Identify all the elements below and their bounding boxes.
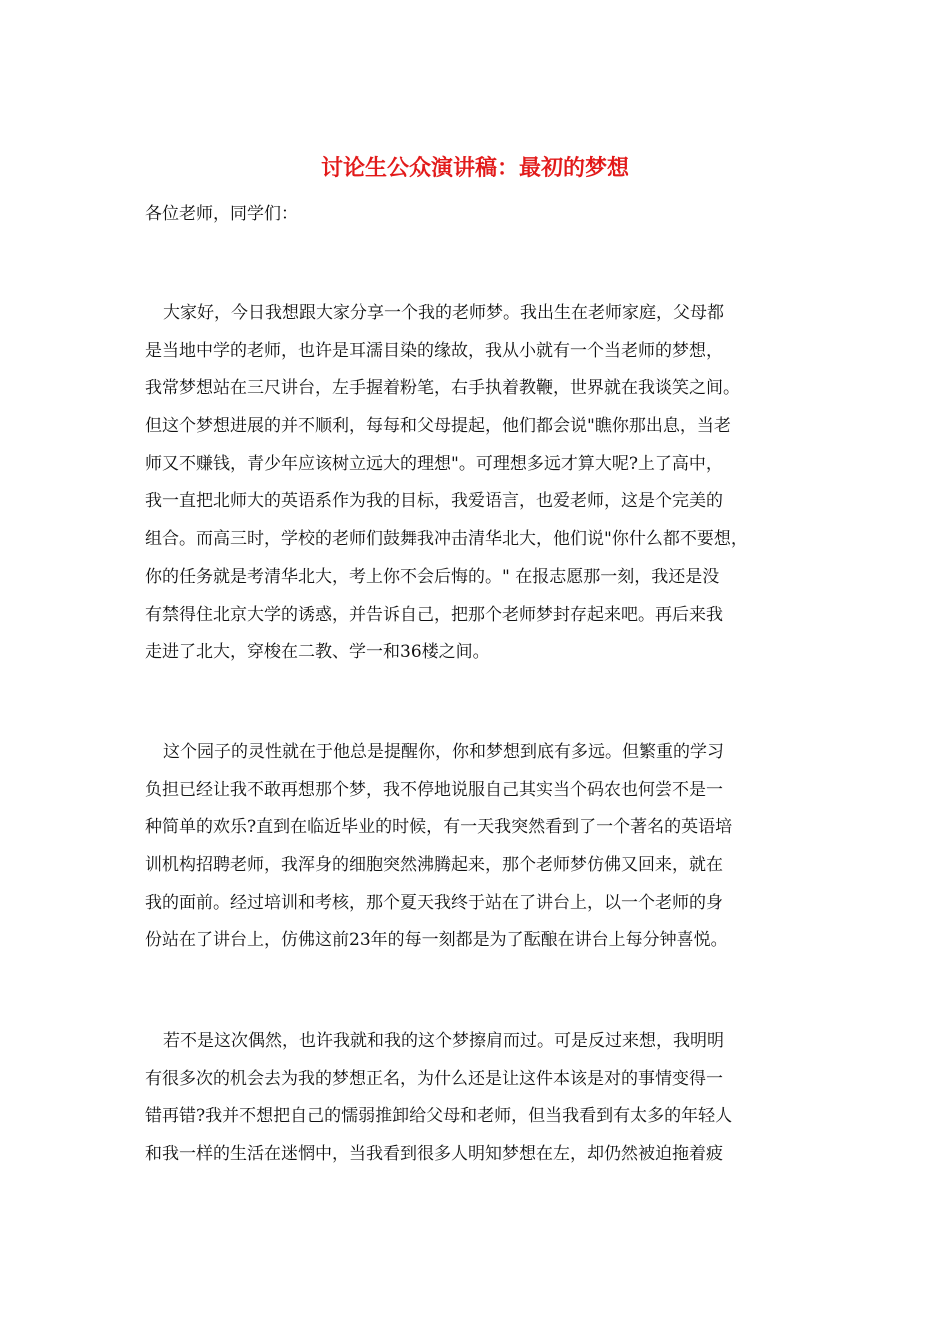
paragraph-line: 大家好，今日我想跟大家分享一个我的老师梦。我出生在老师家庭，父母都: [163, 303, 724, 323]
paragraph-line: 训机构招聘老师，我浑身的细胞突然沸腾起来，那个老师梦仿佛又回来，就在: [145, 855, 723, 876]
paragraph-line: 有很多次的机会去为我的梦想正名，为什么还是让这件本该是对的事情变得一: [145, 1068, 723, 1089]
paragraph-line: 和我一样的生活在迷惘中，当我看到很多人明知梦想在左，却仍然被迫拖着疲: [145, 1144, 723, 1165]
paragraph-line: 若不是这次偶然，也许我就和我的这个梦擦肩而过。可是反过来想，我明明: [163, 1031, 724, 1051]
paragraph-line: 有禁得住北京大学的诱惑，并告诉自己，把那个老师梦封存起来吧。再后来我: [145, 604, 723, 625]
paragraph-line: 份站在了讲台上，仿佛这前23年的每一刻都是为了酝酿在讲台上每分钟喜悦。: [145, 930, 728, 951]
paragraph-2: [145, 734, 815, 960]
paragraph-line: 负担已经让我不敢再想那个梦，我不停地说服自己其实当个码农也何尝不是一: [145, 779, 723, 800]
paragraph-1: [145, 295, 815, 672]
paragraph-line: 是当地中学的老师，也许是耳濡目染的缘故，我从小就有一个当老师的梦想，: [145, 340, 723, 361]
paragraph-line: 我一直把北师大的英语系作为我的目标，我爱语言，也爱老师，这是个完美的: [145, 491, 723, 512]
paragraph-line: 你的任务就是考清华北大，考上你不会后悔的。" 在报志愿那一刻，我还是没: [145, 566, 720, 587]
paragraph-line: 师又不赚钱，青少年应该树立远大的理想"。可理想多远才算大呢?上了高中，: [145, 453, 723, 474]
paragraph-line: 组合。而高三时，学校的老师们鼓舞我冲击清华北大，他们说"你什么都不要想，: [145, 529, 748, 550]
paragraph-3: [145, 1023, 815, 1174]
paragraph-line: 错再错?我并不想把自己的懦弱推卸给父母和老师，但当我看到有太多的年轻人: [145, 1106, 733, 1127]
paragraph-line: 走进了北大，穿梭在二教、学一和36楼之间。: [145, 642, 490, 663]
paragraph-line: 但这个梦想进展的并不顺利，每每和父母提起，他们都会说"瞧你那出息，当老: [145, 416, 731, 437]
document-title: 讨论生公众演讲稿：最初的梦想: [320, 155, 629, 181]
paragraph-line: 种简单的欢乐?直到在临近毕业的时候，有一天我突然看到了一个著名的英语培: [145, 817, 733, 838]
paragraph-line: 我的面前。经过培训和考核，那个夏天我终于站在了讲台上，以一个老师的身: [145, 892, 723, 913]
salutation: 各位老师，同学们：: [145, 204, 298, 224]
paragraph-line: 这个园子的灵性就在于他总是提醒你，你和梦想到底有多远。但繁重的学习: [163, 742, 724, 762]
paragraph-line: 我常梦想站在三尺讲台，左手握着粉笔，右手执着教鞭，世界就在我谈笑之间。: [145, 378, 740, 399]
